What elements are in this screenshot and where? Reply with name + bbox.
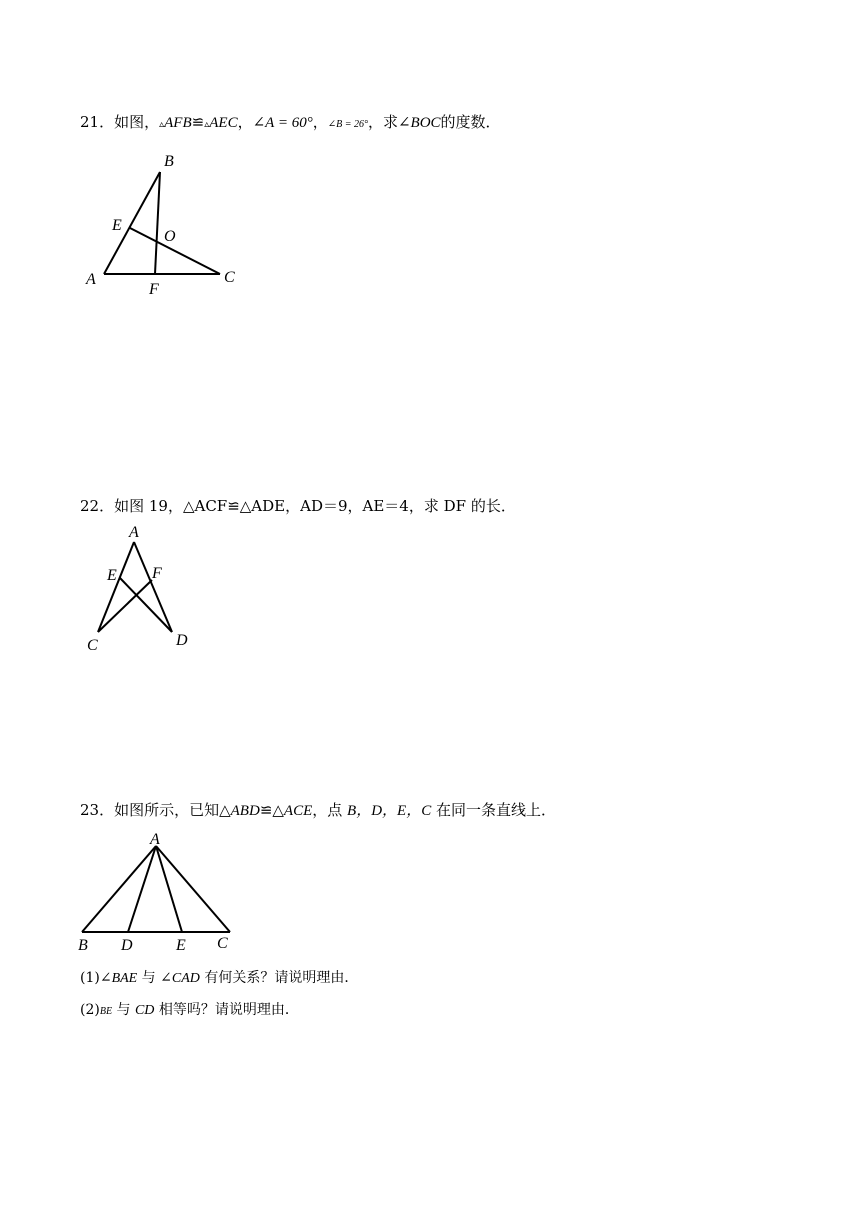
segment-bf <box>155 172 160 274</box>
label-a: A <box>86 271 96 288</box>
problem-21-statement: 21．如图，▵AFB≌▵AEC，∠A = 60°，∠B = 26°，求∠BOC的度数． <box>80 113 501 131</box>
figure-23 <box>78 828 248 954</box>
label-a: A <box>129 524 139 541</box>
segment-ae <box>156 846 182 932</box>
problem-number: 22． <box>80 497 115 515</box>
problem-23-part-1: (1)∠BAE 与 ∠CAD 有何关系？请说明理由． <box>80 970 359 986</box>
segment-ab <box>82 846 156 932</box>
label-d: D <box>176 632 188 649</box>
problem-number: 23． <box>80 801 115 819</box>
segment-ac <box>156 846 230 932</box>
label-a: A <box>150 831 160 848</box>
segment-cf <box>98 580 152 632</box>
label-b: B <box>78 937 88 954</box>
problem-23-part-2: (2)BE 与 CD 相等吗？请说明理由． <box>80 1002 299 1018</box>
figure-21 <box>80 148 260 298</box>
segment-ad <box>134 542 172 632</box>
figure-22 <box>80 520 210 660</box>
label-f: F <box>149 281 159 298</box>
label-e: E <box>112 217 122 234</box>
problem-23-statement: 23．如图所示，已知△ABD≌△ACE，点 B，D，E，C 在同一条直线上． <box>80 801 556 819</box>
problem-22-statement: 22．如图 19，△ACF≌△ADE，AD＝9，AE＝4，求 DF 的长． <box>80 497 516 515</box>
label-b: B <box>164 153 174 170</box>
label-f: F <box>152 565 162 582</box>
segment-ad <box>128 846 156 932</box>
label-o: O <box>164 228 176 245</box>
label-c: C <box>224 269 235 286</box>
label-c: C <box>217 935 228 952</box>
label-e: E <box>176 937 186 954</box>
label-d: D <box>121 937 133 954</box>
label-c: C <box>87 637 98 654</box>
label-e: E <box>107 567 117 584</box>
problem-number: 21． <box>80 113 115 131</box>
